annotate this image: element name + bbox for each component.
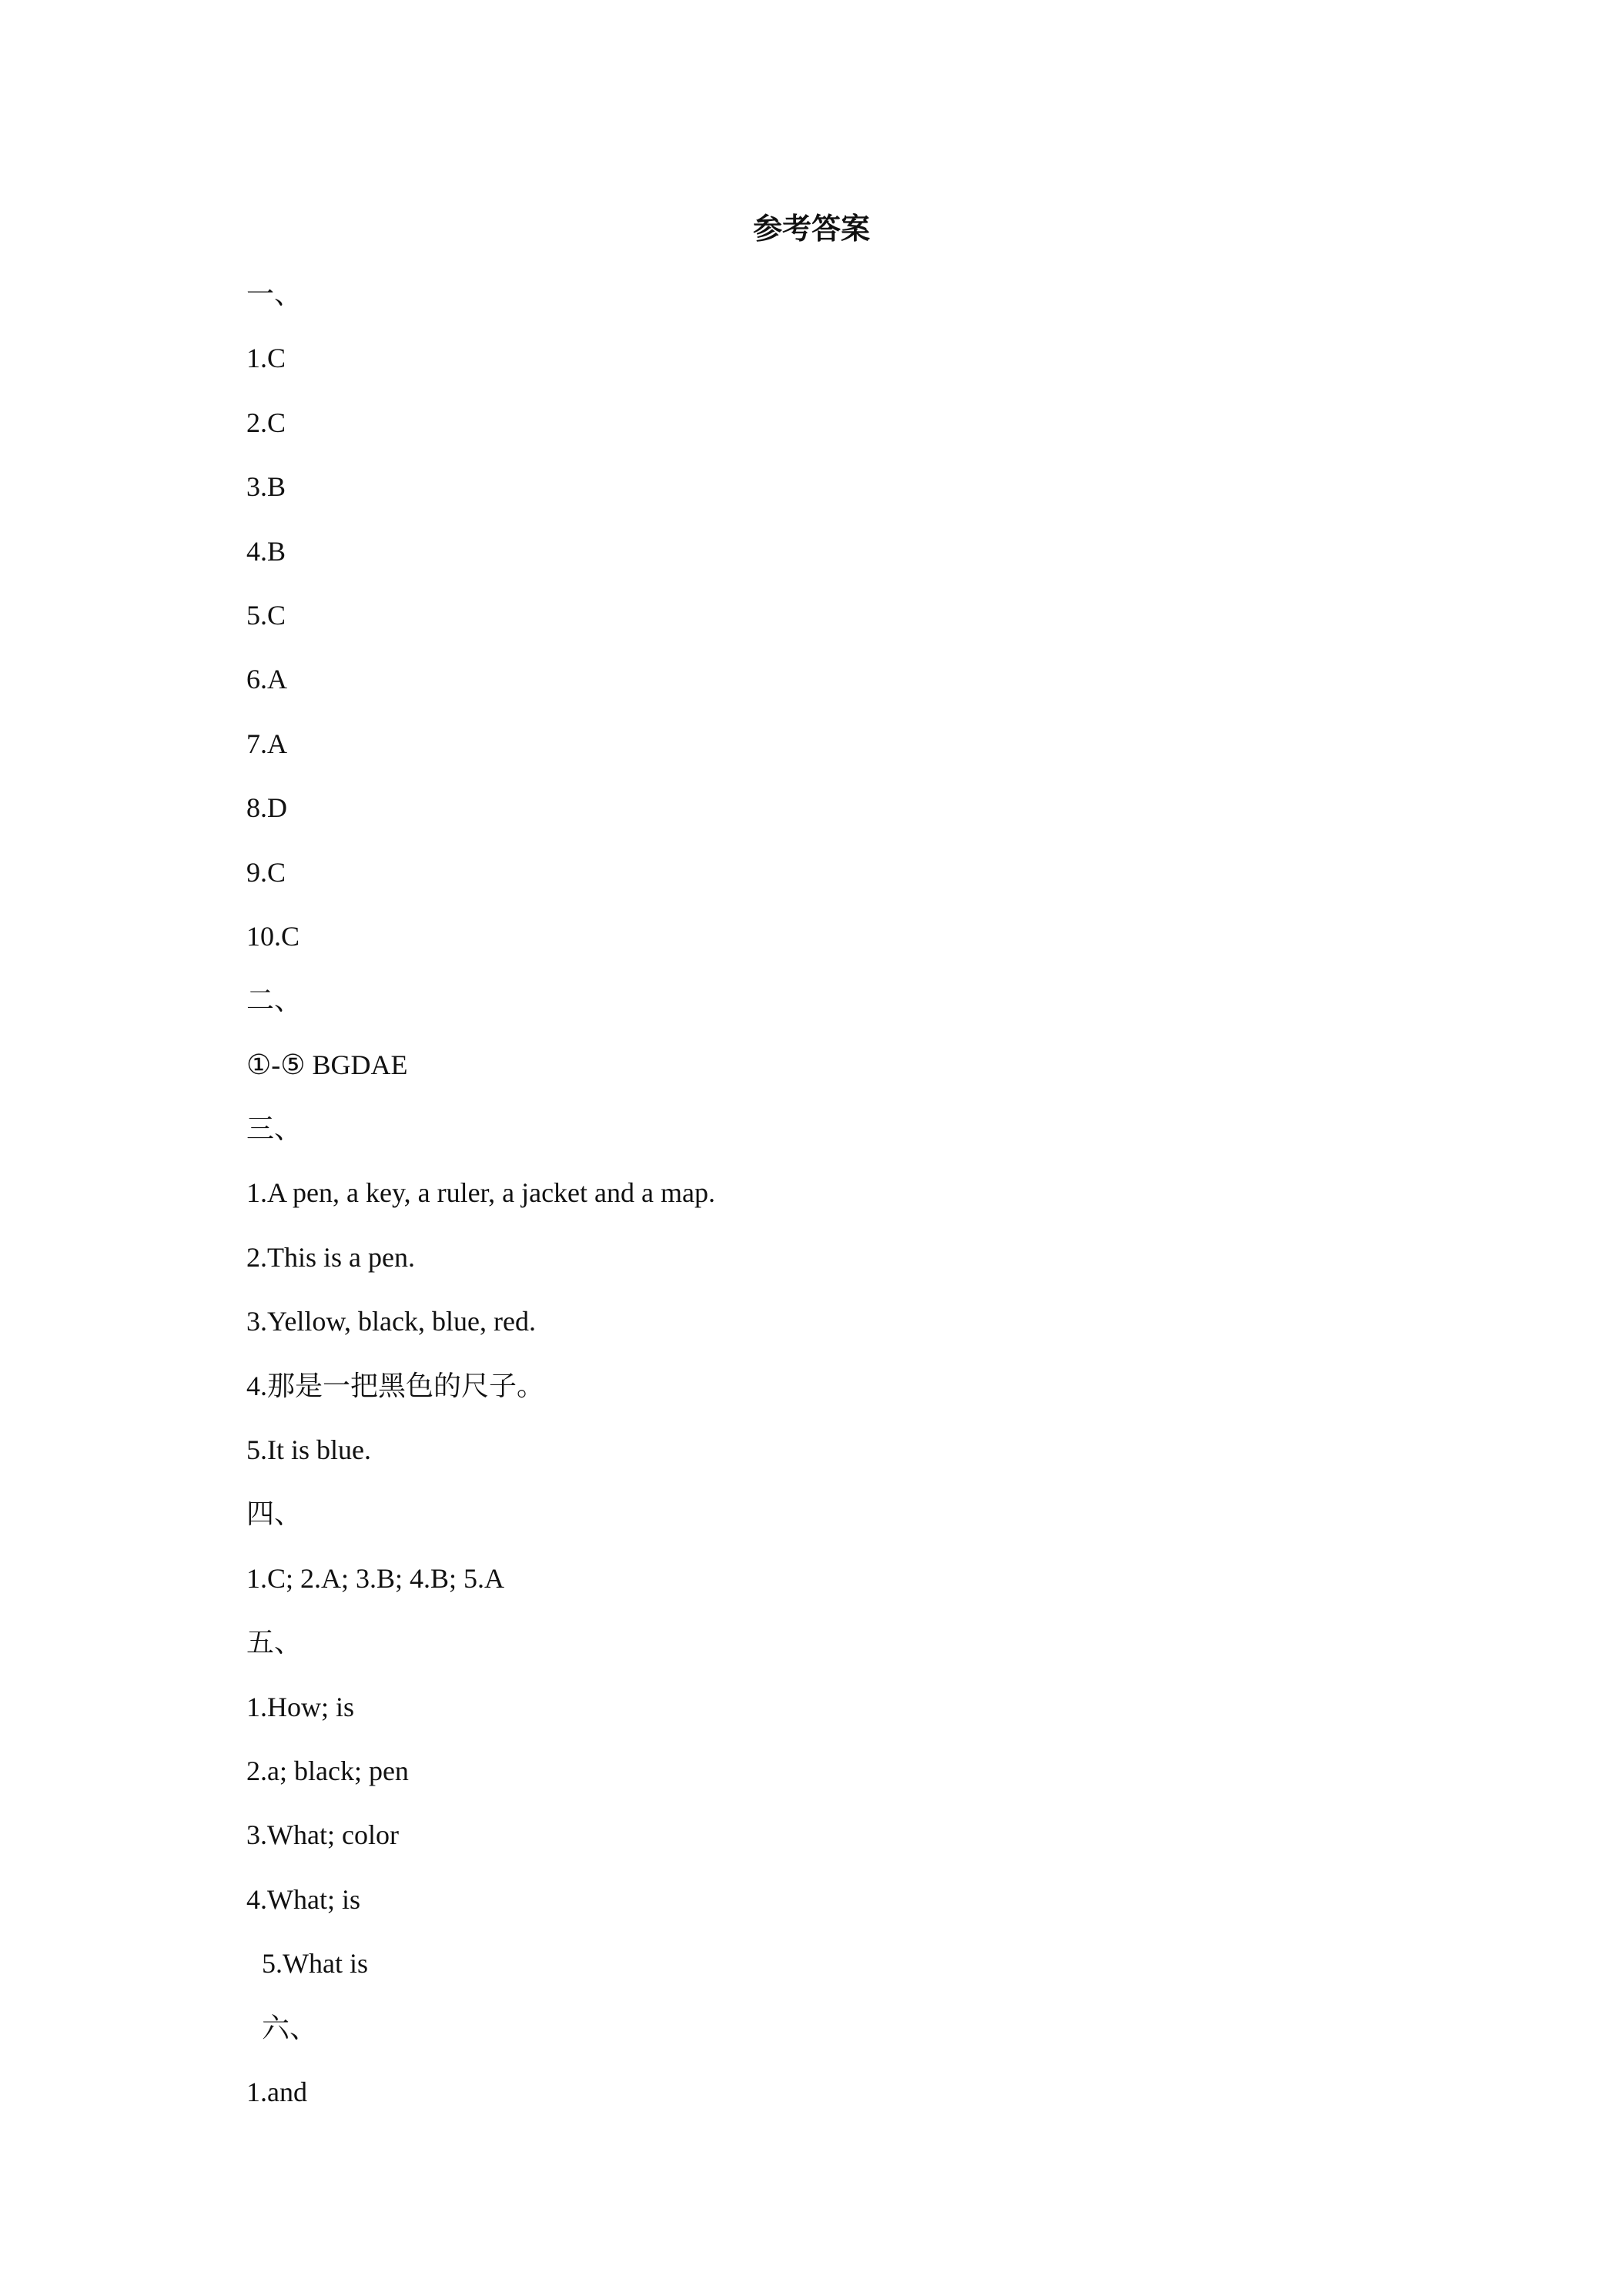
answer-line: 5.C bbox=[246, 599, 286, 631]
answer-line: 3.B bbox=[246, 471, 286, 503]
section-heading-5: 五、 bbox=[246, 1627, 303, 1658]
answer-line: 4.B bbox=[246, 535, 286, 567]
answer-line: 1.and bbox=[246, 2076, 307, 2107]
section-heading-6: 六、 bbox=[262, 2012, 318, 2043]
answer-line: 9.C bbox=[246, 856, 286, 888]
answer-line: 1.C; 2.A; 3.B; 4.B; 5.A bbox=[246, 1562, 505, 1594]
answer-line: 4.那是一把黑色的尺子。 bbox=[246, 1370, 545, 1401]
section-heading-3: 三、 bbox=[246, 1113, 303, 1145]
answer-line: 3.What; color bbox=[246, 1819, 399, 1851]
answer-line: 2.a; black; pen bbox=[246, 1755, 409, 1786]
answer-line: 1.A pen, a key, a ruler, a jacket and a map. bbox=[246, 1177, 715, 1209]
section-heading-2: 二、 bbox=[246, 985, 303, 1016]
page-title: 参考答案 bbox=[752, 213, 870, 246]
answer-line: 4.What; is bbox=[246, 1883, 360, 1915]
answer-line: 7.A bbox=[246, 728, 287, 759]
section-heading-1: 一、 bbox=[246, 279, 303, 310]
answer-line: 6.A bbox=[246, 664, 287, 695]
answer-line: 5.What is bbox=[262, 1948, 368, 1980]
answer-line: 8.D bbox=[246, 792, 287, 824]
answer-list bbox=[246, 276, 1469, 2137]
answer-line: 2.This is a pen. bbox=[246, 1241, 415, 1273]
answer-line: 2.C bbox=[246, 407, 286, 438]
answer-line: ①-⑤ BGDAE bbox=[246, 1049, 408, 1080]
answer-line: 3.Yellow, black, blue, red. bbox=[246, 1306, 536, 1337]
answer-line: 5.It is blue. bbox=[246, 1434, 371, 1466]
answer-line: 1.How; is bbox=[246, 1691, 355, 1722]
section-heading-4: 四、 bbox=[246, 1498, 303, 1530]
answer-line: 1.C bbox=[246, 343, 286, 374]
answer-line: 10.C bbox=[246, 920, 300, 952]
